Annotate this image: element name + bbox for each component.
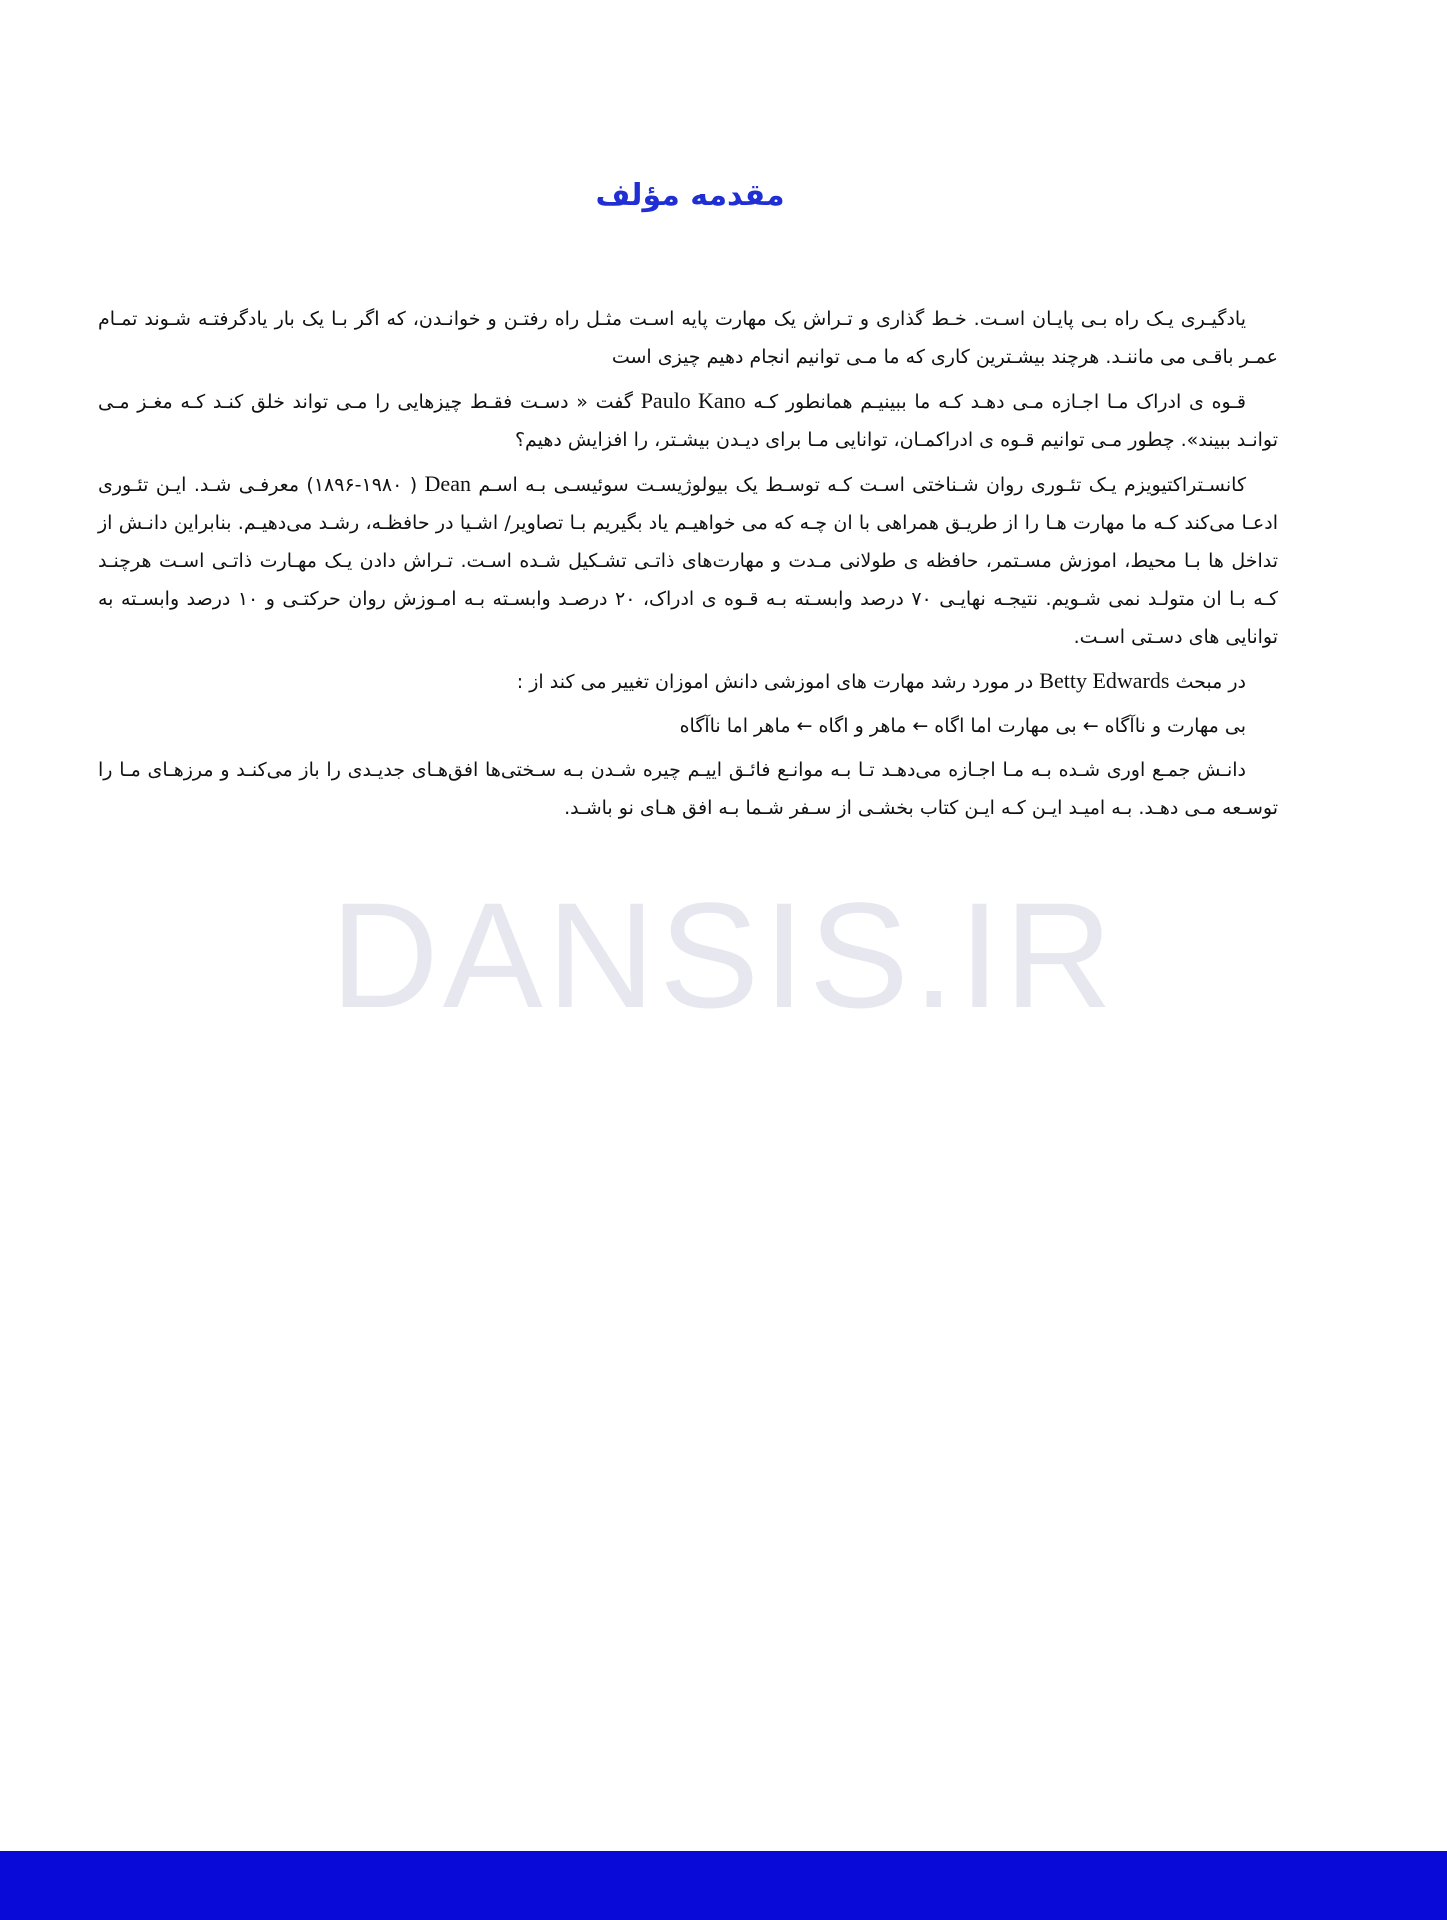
preface-body [98, 300, 1278, 833]
paragraph-skill-stages-list: بی مهارت و ناآگاه ← بی مهارت اما اگاه ← ماهر و اگاه ← ماهر اما ناآگاه [679, 715, 1246, 737]
paragraph-perception [98, 382, 1278, 459]
paragraph-constructivism-text-2: ( ۱۹۸۰-۱۸۹۶) معرفـی شـد. ایـن تئـوری ادعـا می‌کند کـه ما مهارت هـا را از طریـق همراهی با ان چـه که می خواهیـم یاد بگیریم بـا تصاویر/ اشـیا در حافظـه، رشـد می‌دهیـم. بنابراین دانـش از تداخل ها بـا محیط، اموزش مسـتمر، حافظه ی طولانی مـدت و مهارت‌های ذاتـی تشـکیل شـده اسـت. تـراش دادن یـک مهـارت ذاتـی اسـت هرچنـد کـه بـا ان متولـد نمی شـویم. نتیجـه نهایـی ۷۰ درصد وابسـته بـه قـوه ی ادراک، ۲۰ درصـد وابسـته بـه امـوزش روان حرکتـی و ۱۰ درصد وابسـته به توانایی های دسـتی اسـت. [98, 474, 1278, 648]
paragraph-learning: یادگیـری یـک راه بـی پایـان اسـت. خـط گذاری و تـراش یک مهارت پایه اسـت مثـل راه رفتـن و خوانـدن، که اگر بـا یک بار یادگرفتـه شـوند تمـام عمـر باقـی می ماننـد. هرچند بیشـترین کاری که ما مـی توانیم انجام دهیم چیزی است [98, 308, 1278, 368]
author-name-betty-edwards: Betty Edwards [1039, 668, 1170, 693]
page-title: مقدمه مؤلف [595, 178, 785, 213]
paragraph-constructivism-text-1: کانسـتراکتیویزم یـک تئـوری روان شـناختی اسـت کـه توسـط یک بیولوژیسـت سوئیسـی بـه اسـم [478, 474, 1246, 496]
author-name-paulo-kano: Paulo Kano [640, 388, 746, 413]
paragraph-skill-stages-text-2: در مورد رشد مهارت های اموزشی دانش اموزان تغییر می کند از : [516, 671, 1034, 693]
paragraph-closing: دانـش جمـع اوری شـده بـه مـا اجـازه می‌دهـد تـا بـه موانـع فائـق اییـم چیره شـدن بـه سـختی‌ها افق‌هـای جدیـدی را باز می‌کنـد و مرزهـای مـا را توسـعه مـی دهـد. بـه امیـد ایـن کـه ایـن کتاب بخشـی از سـفر شـما بـه افق هـای نو باشـد. [98, 759, 1278, 819]
author-name-dean: Dean [424, 471, 471, 496]
paragraph-perception-text-1: قـوه ی ادراک مـا اجـازه مـی دهـد کـه ما ببینیـم همانطور کـه [753, 391, 1247, 413]
paragraph-skill-stages-intro [98, 662, 1278, 701]
watermark: DANSIS.IR [330, 871, 1117, 1039]
footer-bar [0, 1851, 1447, 1920]
paragraph-perception-text-2: گفت « دسـت فقـط چیزهایی را مـی تواند خلق کنـد کـه مغـز مـی توانـد ببیند». چطور مـی توانیم قـوه ی ادراکمـان، توانایی مـا برای دیـدن بیشـتر، را افزایش دهیم؟ [98, 391, 1278, 451]
paragraph-skill-stages-text-1: در مبحث [1175, 671, 1246, 693]
paragraph-constructivism [98, 465, 1278, 656]
